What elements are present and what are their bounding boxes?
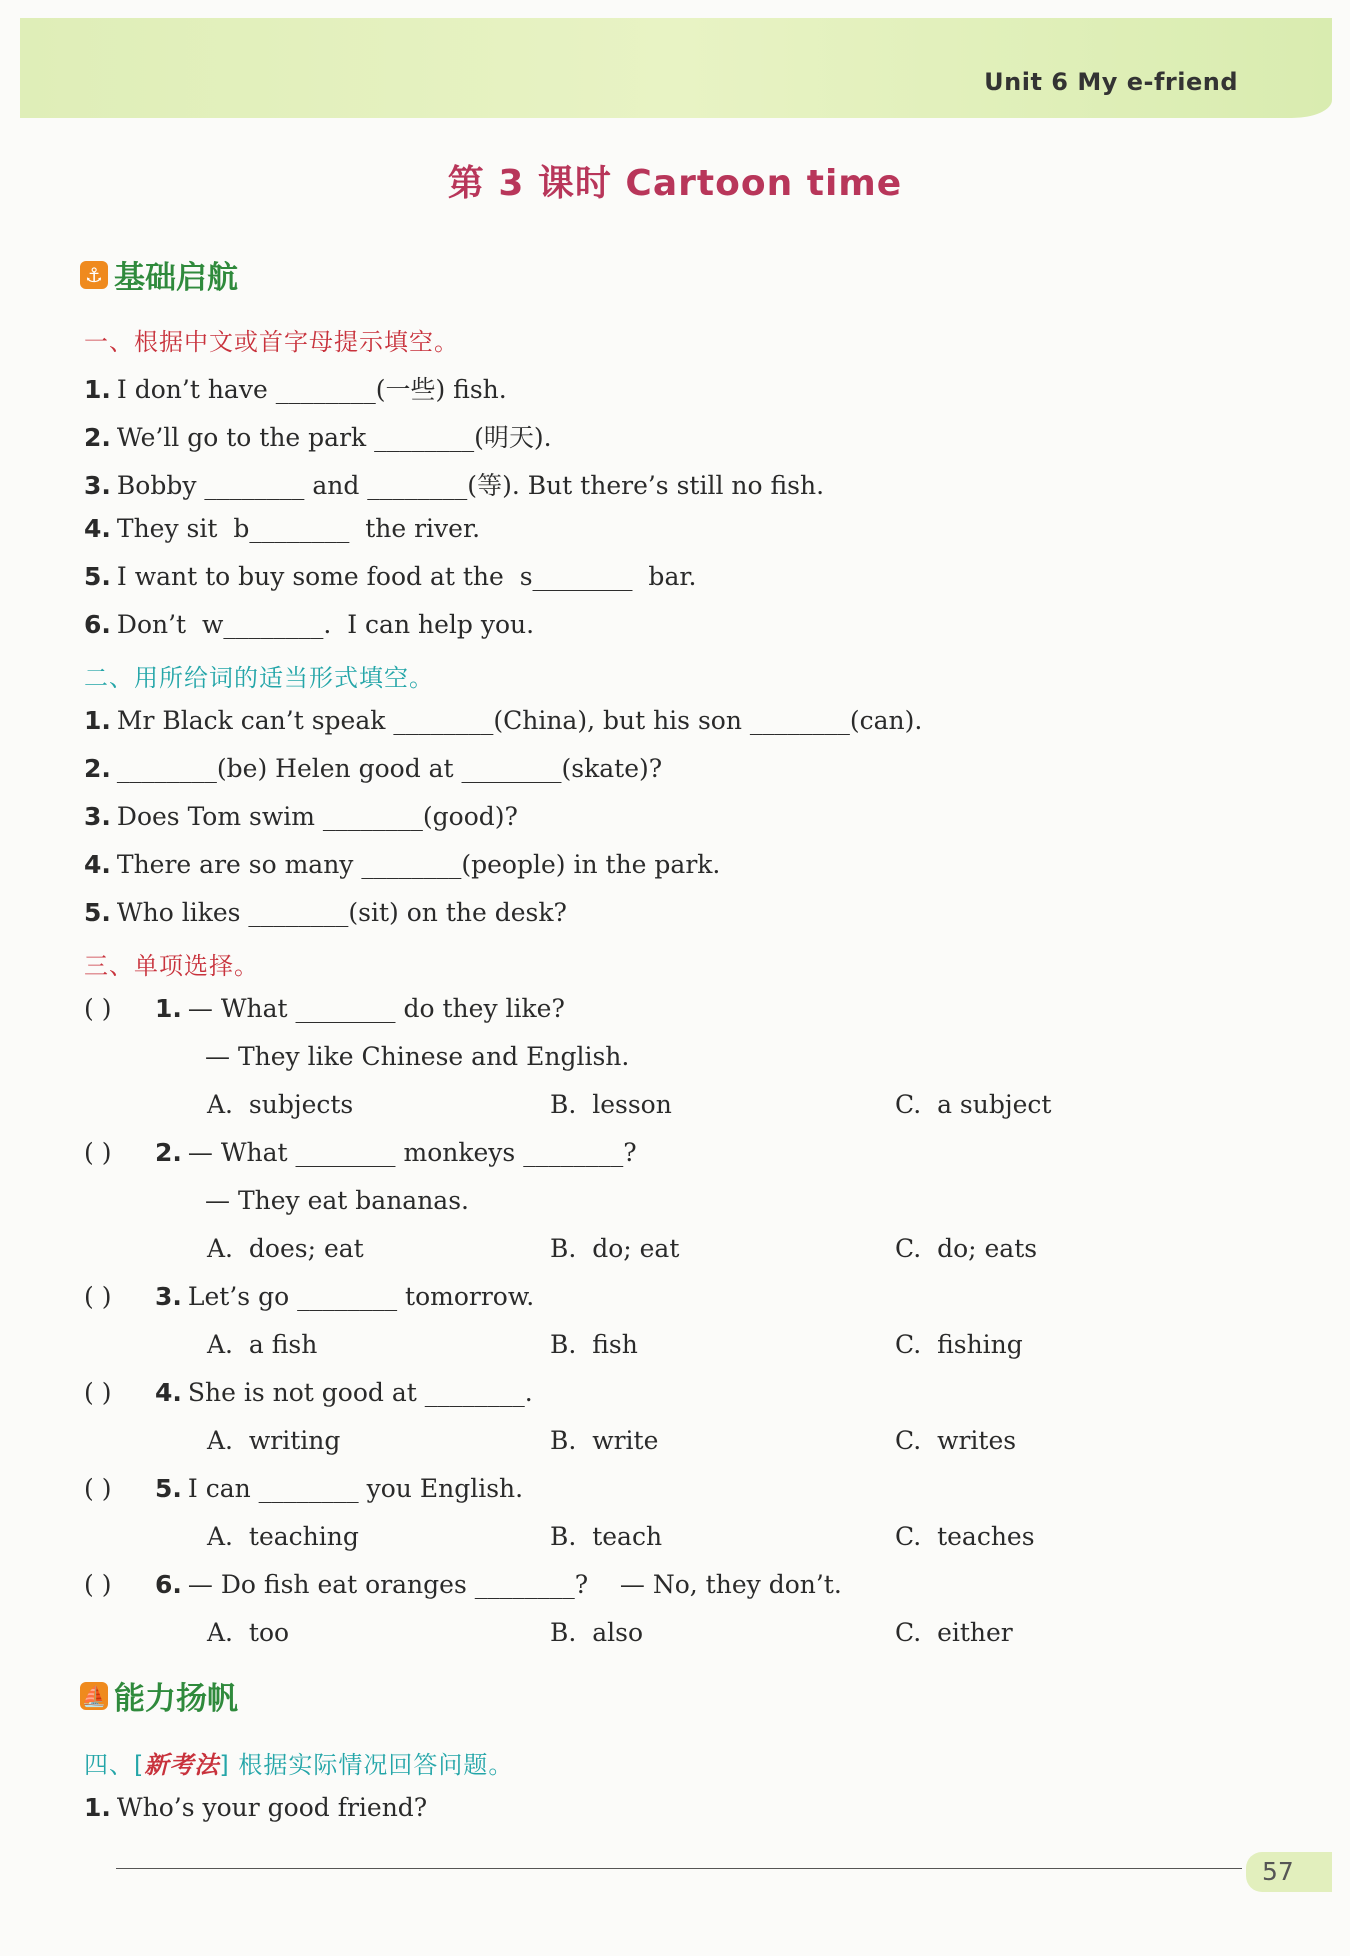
answer-paren[interactable]: ( ) [84,1570,112,1599]
option-a: A. too [207,1618,290,1647]
section-ability-label: 能力扬帆 [114,1681,238,1717]
item-number: 1. [84,706,111,735]
new-question-type-badge: 新考法 [144,1750,220,1779]
item-text: I don’t have ________(一些) fish. [116,375,507,404]
part2-item-1 [84,706,922,735]
option-c: C. a subject [895,1090,1052,1119]
part3-question-2-response: — They eat bananas. [205,1186,469,1215]
option-b: B. teach [550,1522,663,1551]
part3-question-5 [155,1474,523,1503]
answer-paren[interactable]: ( ) [84,994,112,1023]
option-c: C. teaches [895,1522,1035,1551]
option-c: C. writes [895,1426,1017,1455]
section-basic-label: 基础启航 [114,260,238,296]
item-number: 1. [84,375,111,404]
part3-question-6 [155,1570,842,1599]
question-text: — What ________ do they like? [187,994,565,1023]
part1-item-1 [84,370,507,406]
option-a: A. teaching [207,1522,359,1551]
part4-item-1 [84,1793,427,1822]
item-number: 2. [155,1138,182,1167]
unit-label: Unit 6 My e-friend [984,68,1238,96]
page-number: 57 [1262,1857,1294,1886]
item-number: 6. [155,1570,182,1599]
item-number: 3. [84,471,111,500]
option-b: B. do; eat [550,1234,680,1263]
item-number: 5. [84,898,111,927]
question-text: Let’s go ________ tomorrow. [187,1282,535,1311]
option-a: A. does; eat [207,1234,364,1263]
anchor-icon: ⚓ [80,261,108,289]
option-c: C. either [895,1618,1013,1647]
part4-title-prefix: 四、[ [84,1751,145,1779]
item-number: 5. [155,1474,182,1503]
part2-item-2 [84,754,662,783]
item-number: 2. [84,423,111,452]
part3-question-1-response: — They like Chinese and English. [205,1042,630,1071]
item-text: Who likes ________(sit) on the desk? [116,898,567,927]
question-text: She is not good at ________. [187,1378,533,1407]
part2-item-5 [84,898,567,927]
option-b: B. fish [550,1330,638,1359]
answer-paren[interactable]: ( ) [84,1138,112,1167]
item-text: There are so many ________(people) in the park. [116,850,721,879]
item-text: Don’t w________. I can help you. [116,610,535,639]
item-text: I want to buy some food at the s________ bar. [116,562,697,591]
item-number: 4. [84,514,111,543]
part1-item-6 [84,610,534,639]
option-b: B. also [550,1618,643,1647]
part1-title: 一、根据中文或首字母提示填空。 [84,328,459,356]
item-text: Does Tom swim ________(good)? [116,802,518,831]
part2-title: 二、用所给词的适当形式填空。 [84,664,434,692]
part1-item-5 [84,562,697,591]
part3-question-3 [155,1282,534,1311]
section-ability-heading [80,1673,238,1718]
item-number: 3. [84,802,111,831]
part4-title-suffix: ] 根据实际情况回答问题。 [219,1751,514,1779]
part1-item-4 [84,514,480,543]
answer-line[interactable] [116,1868,1242,1869]
item-text: Who’s your good friend? [116,1793,428,1822]
part3-question-4 [155,1378,533,1407]
item-number: 2. [84,754,111,783]
item-number: 4. [155,1378,182,1407]
option-b: B. lesson [550,1090,672,1119]
part1-item-3 [84,466,824,502]
item-text: ________(be) Helen good at ________(skate)? [116,754,663,783]
part1-item-2 [84,418,552,454]
item-number: 3. [155,1282,182,1311]
part4-title [84,1745,513,1780]
option-a: A. subjects [207,1090,354,1119]
question-text: — What ________ monkeys ________? [187,1138,637,1167]
item-number: 6. [84,610,111,639]
lesson-title: 第 3 课时 Cartoon time [447,163,903,204]
item-text: We’ll go to the park ________(明天). [116,423,552,452]
item-number: 5. [84,562,111,591]
option-b: B. write [550,1426,659,1455]
question-text: I can ________ you English. [187,1474,524,1503]
option-a: A. a fish [207,1330,318,1359]
option-a: A. writing [207,1426,341,1455]
option-c: C. fishing [895,1330,1023,1359]
part2-item-4 [84,850,720,879]
part3-title: 三、单项选择。 [84,952,259,980]
item-number: 1. [84,1793,111,1822]
answer-paren[interactable]: ( ) [84,1474,112,1503]
item-number: 1. [155,994,182,1023]
item-number: 4. [84,850,111,879]
section-basic-heading [80,252,238,297]
item-text: They sit b________ the river. [116,514,481,543]
answer-paren[interactable]: ( ) [84,1282,112,1311]
part3-question-2 [155,1138,637,1167]
answer-paren[interactable]: ( ) [84,1378,112,1407]
sail-icon: ⛵ [81,1683,107,1708]
part3-question-1 [155,994,565,1023]
option-c: C. do; eats [895,1234,1038,1263]
item-text: Mr Black can’t speak ________(China), but his son ________(can). [116,706,923,735]
question-text: — Do fish eat oranges ________? — No, they don’t. [187,1570,842,1599]
item-text: Bobby ________ and ________(等). But there’s still no fish. [116,471,825,500]
part2-item-3 [84,802,518,831]
